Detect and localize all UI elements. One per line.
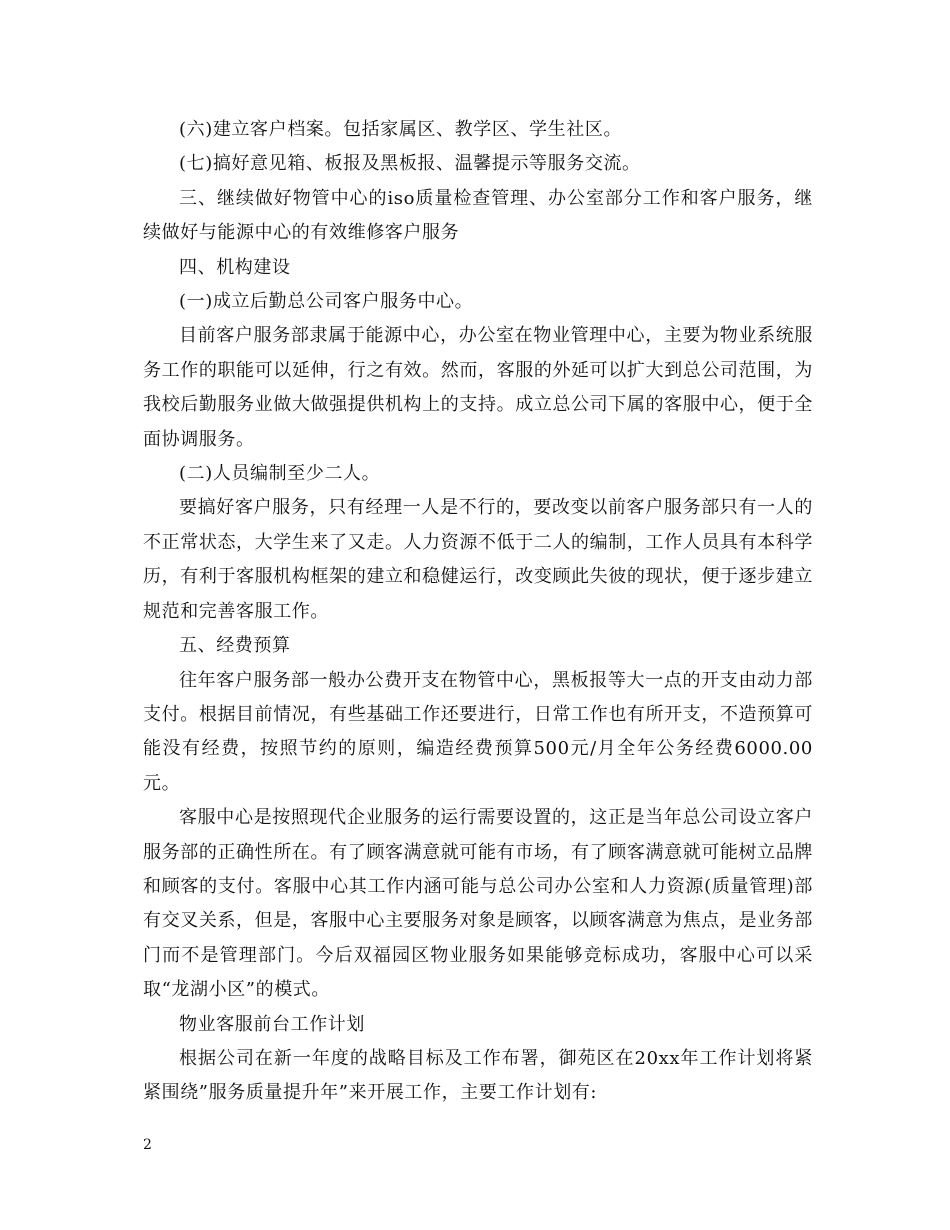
paragraph-budget: 往年客户服务部一般办公费开支在物管中心，黑板报等大一点的开支由动力部支付。根据目前情况，有些基础工作还要进行，日常工作也有所开支，不造预算可能没有经费，按照节约的原则，编造经费预算500元/月全年公务经费6000.00元。 <box>143 669 813 794</box>
paragraph-staffing: 要搞好客户服务，只有经理一人是不行的，要改变以前客户服务部只有一人的不正常状态，大学生来了又走。人力资源不低于二人的编制，工作人员具有本科学历，有利于客服机构框架的建立和稳健运行，改变顾此失彼的现状，便于逐步建立规范和完善客服工作。 <box>143 497 813 622</box>
paragraph-feedback: (七)搞好意见箱、板报及黑板报、温馨提示等服务交流。 <box>179 153 641 175</box>
subheading-staffing: (二)人员编制至少二人。 <box>179 463 381 485</box>
paragraph-service-model: 客服中心是按照现代企业服务的运行需要设置的，这正是当年总公司设立客户服务部的正确性所在。有了顾客满意就可能有市场，有了顾客满意就可能树立品牌和顾客的支付。客服中心其工作内涵可能与总公司办公室和人力资源(质量管理)部有交叉关系，但是，客服中心主要服务对象是顾客，以顾客满意为焦点，是业务部门而不是管理部门。今后双福园区物业服务如果能够竞标成功，客服中心可以采取“龙湖小区”的模式。 <box>143 807 813 1001</box>
heading-front-desk-plan: 物业客服前台工作计划 <box>179 1013 365 1035</box>
paragraph-front-desk-plan: 根据公司在新一年度的战略目标及工作布署，御苑区在20xx年工作计划将紧紧围绕”服务质量提升年”来开展工作，主要工作计划有: <box>143 1047 813 1104</box>
document-body <box>143 113 813 1111</box>
subheading-service-center: (一)成立后勤总公司客户服务中心。 <box>179 291 474 313</box>
page-number: 2 <box>143 1137 152 1153</box>
heading-organization: 四、机构建设 <box>179 256 291 278</box>
paragraph-archive: (六)建立客户档案。包括家属区、教学区、学生社区。 <box>179 119 623 140</box>
heading-budget: 五、经费预算 <box>179 635 291 657</box>
paragraph-service-center: 目前客户服务部隶属于能源中心，办公室在物业管理中心，主要为物业系统服务工作的职能可以延伸，行之有效。然而，客服的外延可以扩大到总公司范围，为我校后勤服务业做大做强提供机构上的支持。成立总公司下属的客服中心，便于全面协调服务。 <box>143 325 813 450</box>
paragraph-section-three: 三、继续做好物管中心的iso质量检查管理、办公室部分工作和客户服务，继续做好与能源中心的有效维修客户服务 <box>143 187 813 244</box>
